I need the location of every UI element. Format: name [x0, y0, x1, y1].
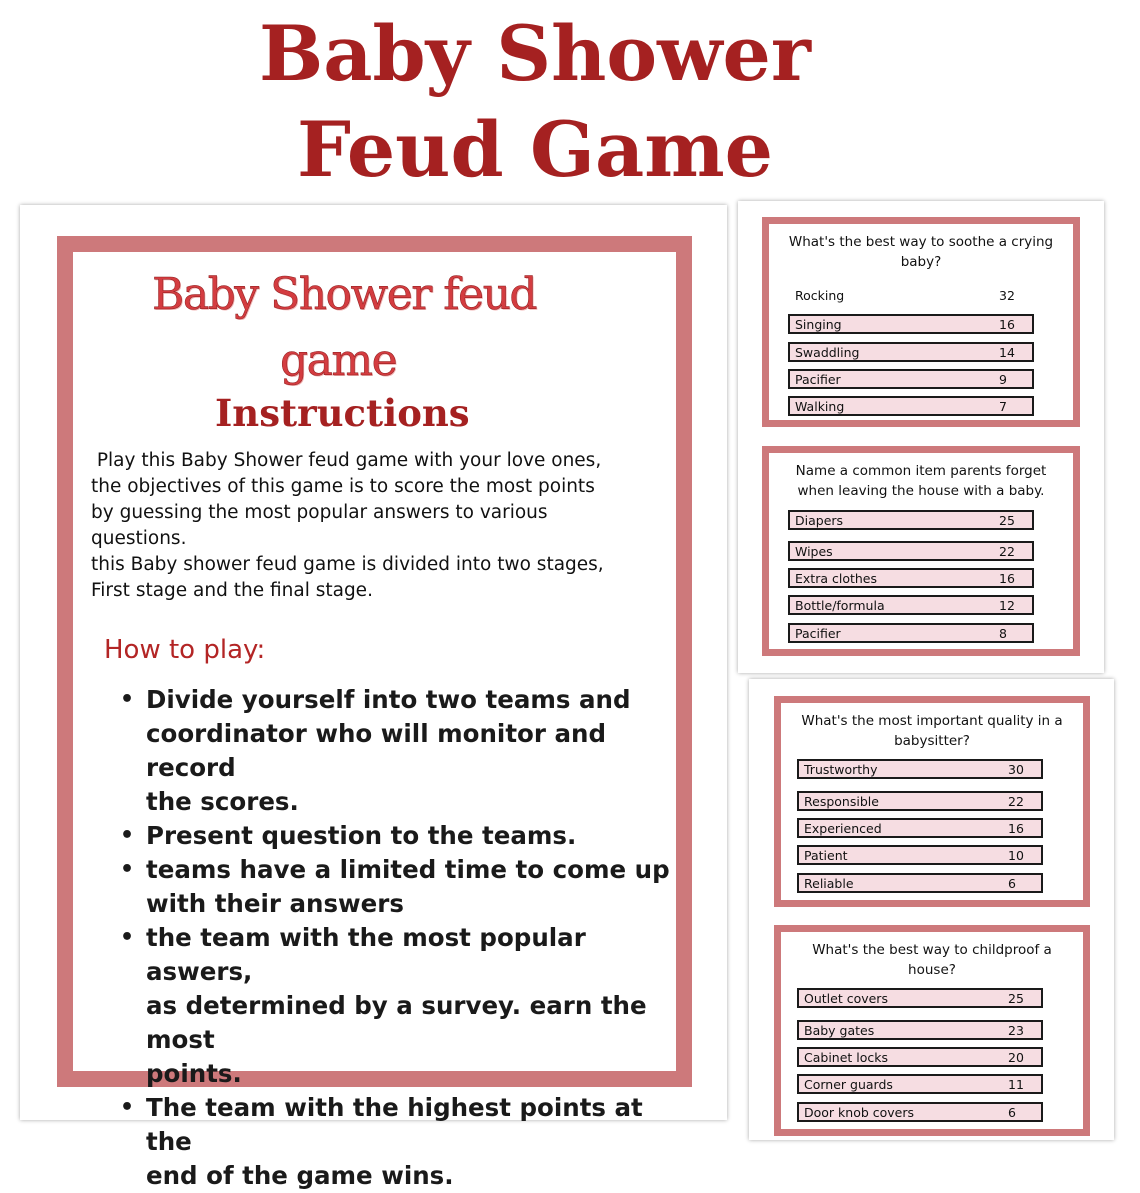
step-line: points.: [146, 1059, 242, 1088]
question-text: babysitter?: [894, 733, 970, 749]
main-title-line2: Feud Game: [297, 105, 773, 194]
question-text: Name a common item parents forget: [795, 463, 1047, 479]
answer-label: Responsible: [804, 794, 879, 809]
step-line: end of the game wins.: [146, 1161, 454, 1190]
question-sheet-2: [749, 679, 1114, 1140]
question-card: [762, 446, 1080, 656]
question-text: baby?: [900, 254, 942, 270]
answer-score: 14: [999, 345, 1015, 360]
question-card: [774, 925, 1090, 1136]
answer-label: Experienced: [804, 821, 882, 836]
answer-row: [788, 342, 1034, 362]
answer-label: Rocking: [795, 288, 845, 303]
question-card: [762, 217, 1080, 427]
answer-label: Corner guards: [804, 1077, 893, 1092]
step-item: [120, 683, 681, 819]
answer-label: Trustworthy: [804, 762, 878, 777]
question-text: house?: [908, 962, 956, 978]
answer-row: [797, 845, 1043, 865]
answer-row: [788, 314, 1034, 334]
answer-score: 16: [999, 317, 1015, 332]
answer-label: Singing: [795, 317, 842, 332]
question-text: What's the best way to soothe a crying: [788, 234, 1054, 250]
step-line: the scores.: [146, 787, 299, 816]
answer-row: [788, 595, 1034, 615]
question-text: What's the best way to childproof a: [812, 942, 1052, 958]
instructions-sheet: [20, 205, 727, 1190]
intro-line: questions.: [91, 528, 187, 549]
bullet-icon: •: [120, 687, 135, 712]
step-item: [120, 1091, 681, 1193]
step-item: [120, 921, 681, 1091]
answer-row: [797, 1102, 1043, 1122]
answer-row: [788, 568, 1034, 588]
step-line: Present question to the teams.: [146, 821, 577, 850]
answer-label: Diapers: [795, 513, 844, 528]
answer-row: [788, 623, 1034, 643]
step-line: as determined by a survey. earn the most: [146, 991, 647, 1054]
how-to-play-heading: How to play:: [104, 635, 266, 665]
instructions-title-line2: game: [280, 335, 397, 386]
answer-row: [788, 285, 1034, 305]
bullet-icon: •: [120, 925, 135, 950]
answer-score: 9: [999, 372, 1007, 387]
answer-score: 12: [999, 598, 1015, 613]
intro-line: by guessing the most popular answers to various: [91, 502, 548, 523]
answer-score: 25: [1008, 991, 1024, 1006]
answer-label: Outlet covers: [804, 991, 888, 1006]
step-line: teams have a limited time to come up: [146, 855, 670, 884]
answer-row: [788, 369, 1034, 389]
step-line: Divide yourself into two teams and: [146, 685, 631, 714]
answer-label: Extra clothes: [795, 571, 877, 586]
intro-line: this Baby shower feud game is divided into two stages,: [91, 554, 604, 575]
answer-label: Patient: [804, 848, 848, 863]
answer-label: Bottle/formula: [795, 598, 885, 613]
answer-row: [797, 873, 1043, 893]
steps-list: [120, 683, 681, 1193]
answer-label: Swaddling: [795, 345, 860, 360]
answer-score: 6: [1008, 1105, 1016, 1120]
bullet-icon: •: [120, 1095, 135, 1120]
intro-line: the objectives of this game is to score the most points: [91, 476, 595, 497]
question-card: [774, 696, 1090, 907]
answer-score: 25: [999, 513, 1015, 528]
intro-line: First stage and the final stage.: [91, 580, 373, 601]
intro-line: Play this Baby Shower feud game with your love ones,: [91, 450, 602, 471]
answer-score: 11: [1008, 1077, 1024, 1092]
question-text: when leaving the house with a baby.: [797, 483, 1045, 499]
answer-score: 16: [999, 571, 1015, 586]
answer-score: 23: [1008, 1023, 1024, 1038]
answer-row: [797, 1074, 1043, 1094]
question-sheet-1: [738, 201, 1104, 673]
step-item: [120, 819, 681, 853]
answer-row: [797, 759, 1043, 779]
answer-row: [788, 510, 1034, 530]
answer-row: [797, 1047, 1043, 1067]
answer-score: 30: [1008, 762, 1024, 777]
answer-score: 22: [1008, 794, 1024, 809]
answer-row: [797, 988, 1043, 1008]
answer-label: Baby gates: [804, 1023, 875, 1038]
intro-paragraph: [91, 448, 651, 604]
answer-label: Walking: [795, 399, 845, 414]
instructions-title-line1: Baby Shower feud: [152, 269, 537, 320]
instructions-subtitle: Instructions: [215, 391, 470, 435]
answer-score: 16: [1008, 821, 1024, 836]
answer-label: Wipes: [795, 544, 833, 559]
answer-row: [797, 791, 1043, 811]
bullet-icon: •: [120, 823, 135, 848]
answer-score: 10: [1008, 848, 1024, 863]
answer-label: Pacifier: [795, 626, 841, 641]
answer-row: [788, 541, 1034, 561]
step-line: The team with the highest points at the: [146, 1093, 643, 1156]
bullet-icon: •: [120, 857, 135, 882]
answer-score: 22: [999, 544, 1015, 559]
answer-row: [788, 396, 1034, 416]
step-line: the team with the most popular aswers,: [146, 923, 586, 986]
step-line: with their answers: [146, 889, 404, 918]
answer-score: 6: [1008, 876, 1016, 891]
answer-score: 32: [999, 288, 1015, 303]
answer-label: Door knob covers: [804, 1105, 915, 1120]
question-text: What's the most important quality in a: [801, 713, 1063, 729]
answer-row: [797, 1020, 1043, 1040]
step-line: coordinator who will monitor and record: [146, 719, 606, 782]
step-item: [120, 853, 681, 921]
answer-score: 7: [999, 399, 1007, 414]
main-title-line1: Baby Shower: [259, 9, 811, 98]
answer-label: Cabinet locks: [804, 1050, 889, 1065]
answer-score: 8: [999, 626, 1007, 641]
answer-label: Reliable: [804, 876, 854, 891]
answer-label: Pacifier: [795, 372, 841, 387]
answer-row: [797, 818, 1043, 838]
answer-score: 20: [1008, 1050, 1024, 1065]
